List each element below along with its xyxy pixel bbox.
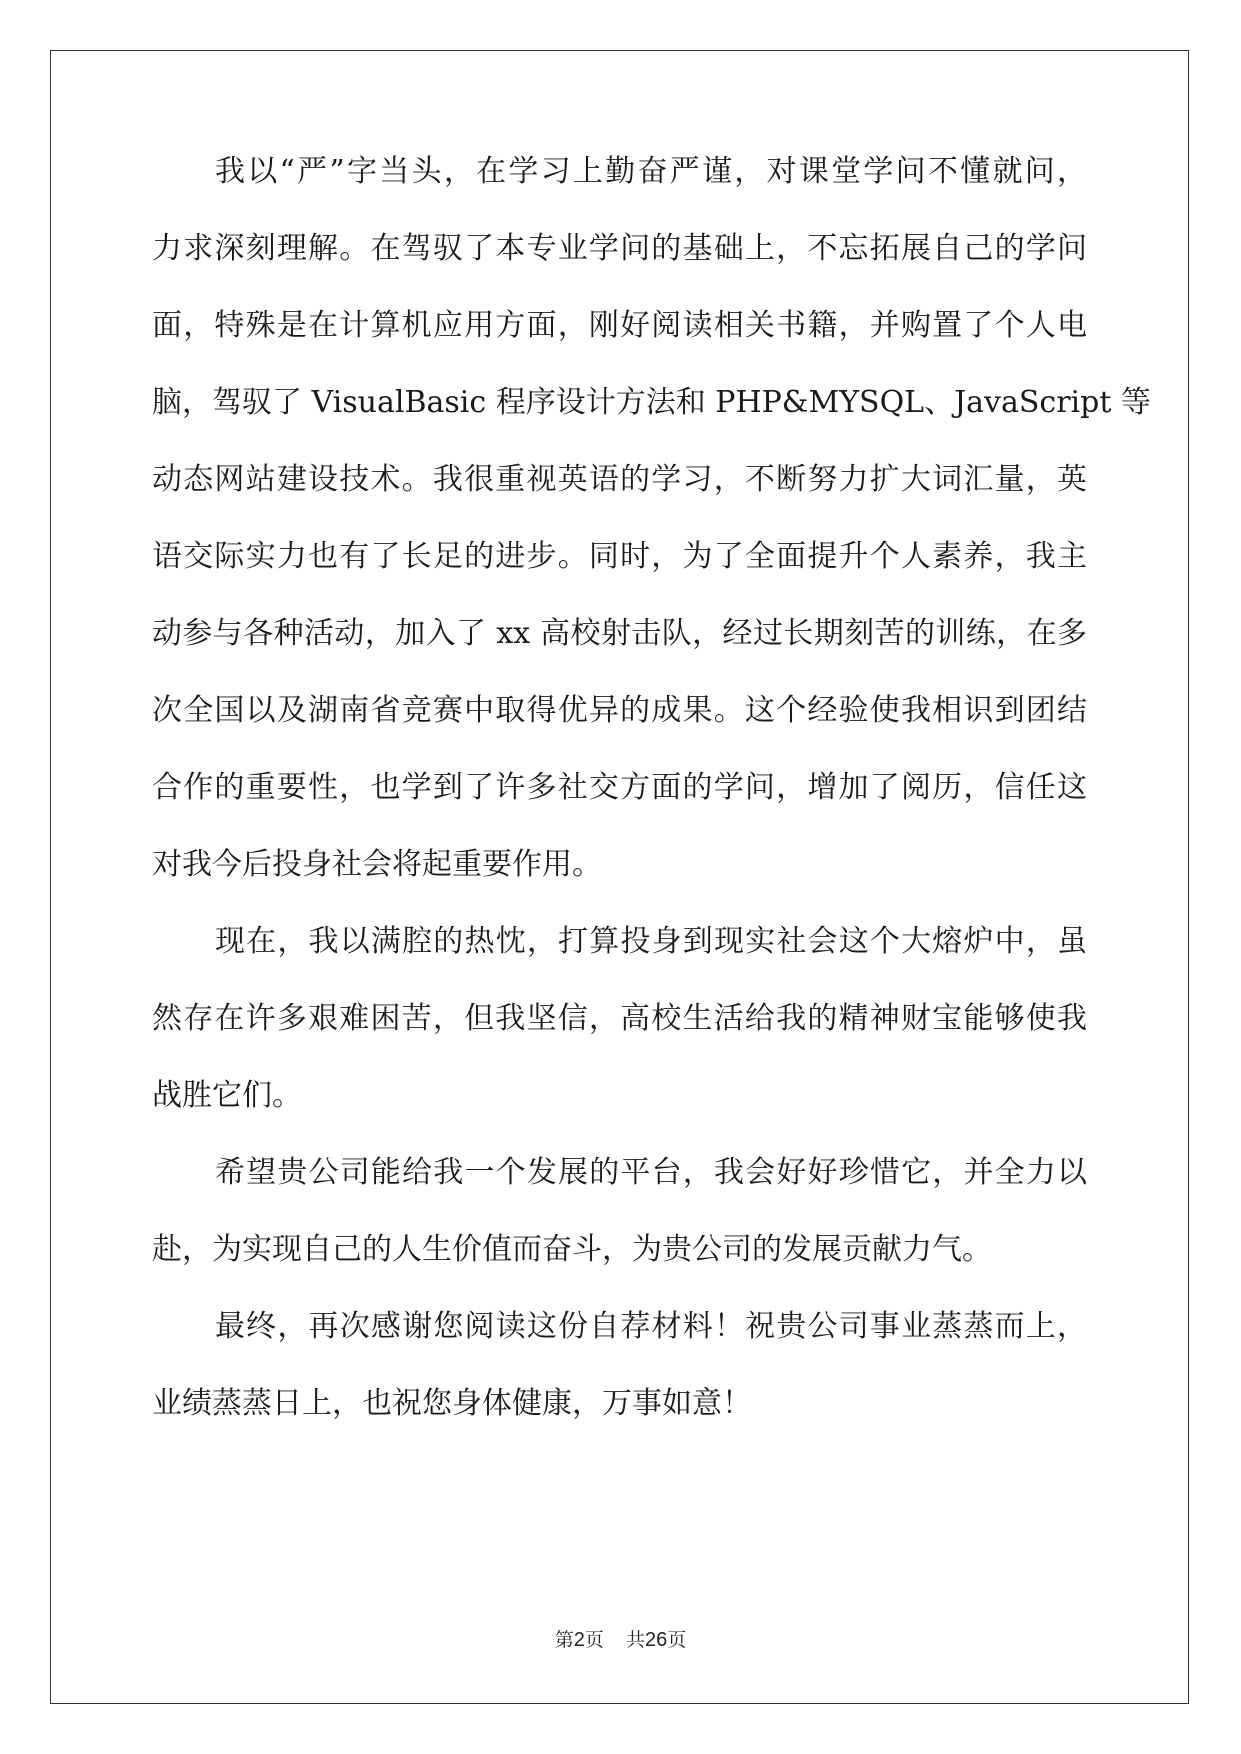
paragraph-1-line-2: 力求深刻理解。在驾驭了本专业学问的基础上，不忘拓展自己的学问 bbox=[152, 231, 1087, 266]
paragraph-1-line-1: 我以“严”字当头，在学习上勤奋严谨，对课堂学问不懂就问， bbox=[215, 154, 1087, 189]
paragraph-1-line-7: 动参与各种活动，加入了 xx 高校射击队，经过长期刻苦的训练，在多 bbox=[152, 616, 1087, 651]
total-suffix: 页 bbox=[667, 1629, 687, 1651]
paragraph-1-line-10: 对我今后投身社会将起重要作用。 bbox=[152, 847, 602, 882]
paragraph-2-line-2: 然存在许多艰难困苦，但我坚信，高校生活给我的精神财宝能够使我 bbox=[152, 1001, 1087, 1036]
page-footer bbox=[0, 1628, 1241, 1652]
paragraph-1-line-5: 动态网站建设技术。我很重视英语的学习，不断努力扩大词汇量，英 bbox=[152, 462, 1087, 497]
total-pages: 26 bbox=[644, 1629, 668, 1651]
page-suffix: 页 bbox=[584, 1629, 604, 1651]
paragraph-1-line-8: 次全国以及湖南省竞赛中取得优异的成果。这个经验使我相识到团结 bbox=[152, 693, 1087, 728]
paragraph-1-line-4: 脑，驾驭了 VisualBasic 程序设计方法和 PHP&MYSQL、JavaScript 等 bbox=[152, 385, 1151, 420]
paragraph-3-line-2: 赴，为实现自己的人生价值而奋斗，为贵公司的发展贡献力气。 bbox=[152, 1232, 992, 1267]
paragraph-1-line-6: 语交际实力也有了长足的进步。同时，为了全面提升个人素养，我主 bbox=[152, 539, 1087, 574]
paragraph-2-line-3: 战胜它们。 bbox=[152, 1078, 302, 1113]
total-prefix: 共 bbox=[625, 1629, 645, 1651]
page-number: 2 bbox=[573, 1629, 585, 1651]
paragraph-1-line-3: 面，特殊是在计算机应用方面，刚好阅读相关书籍，并购置了个人电 bbox=[152, 308, 1087, 343]
page-prefix: 第 bbox=[554, 1629, 574, 1651]
paragraph-4-line-1: 最终，再次感谢您阅读这份自荐材料！祝贵公司事业蒸蒸而上， bbox=[215, 1309, 1087, 1344]
paragraph-2-line-1: 现在，我以满腔的热忱，打算投身到现实社会这个大熔炉中，虽 bbox=[215, 924, 1087, 959]
paragraph-4-line-2: 业绩蒸蒸日上，也祝您身体健康，万事如意！ bbox=[152, 1386, 752, 1421]
paragraph-3-line-1: 希望贵公司能给我一个发展的平台，我会好好珍惜它，并全力以 bbox=[215, 1155, 1087, 1190]
paragraph-1-line-9: 合作的重要性，也学到了许多社交方面的学问，增加了阅历，信任这 bbox=[152, 770, 1087, 805]
